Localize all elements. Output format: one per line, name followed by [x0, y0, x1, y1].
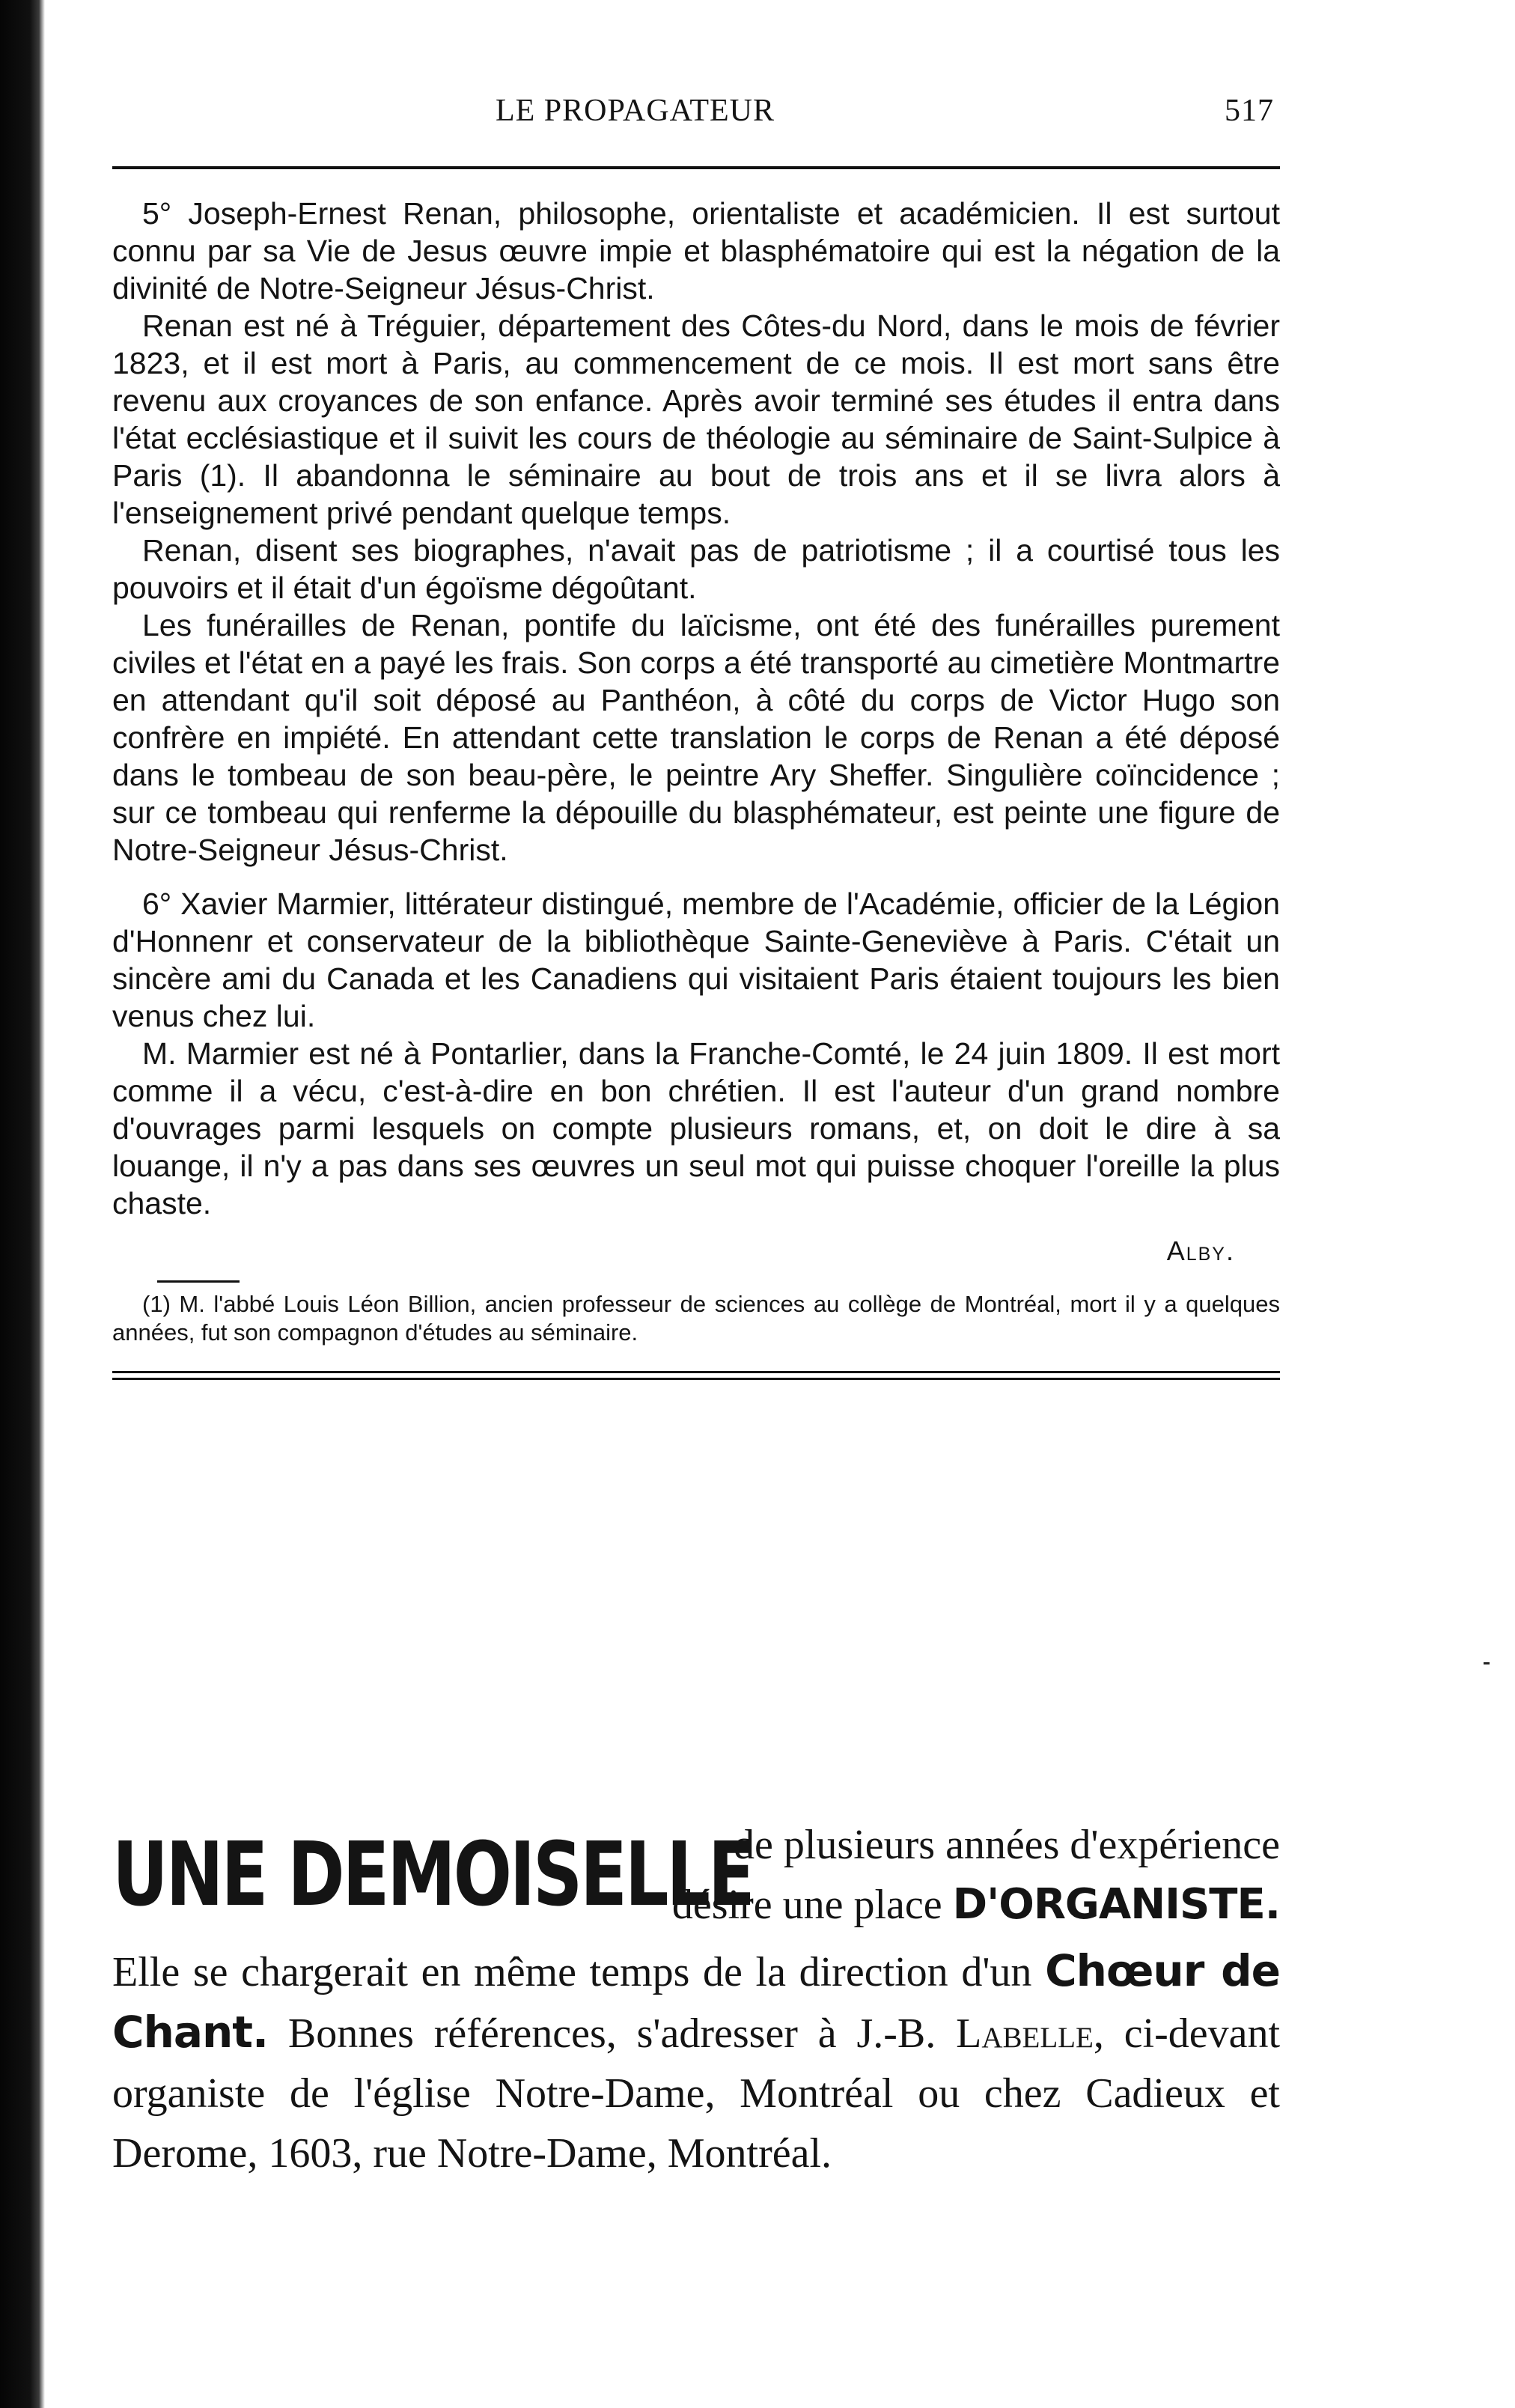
scan-binding-edge: [0, 0, 45, 2408]
author-signature: Alby.: [1166, 1235, 1235, 1266]
paragraph-renan-bio: Renan est né à Tréguier, département des Côtes-du Nord, dans le mois de février 1823, et il est mort à Paris, au commencement de ce mois. Il est mort sans être revenu aux croyances de son enfance. Après avoir terminé ses études il entra dans l'état ecclésiastique et il suivit les cours de théologie au séminaire de Saint-Sulpice à Paris (1). Il abandonna le séminaire au bout de trois ans et il se livra alors à l'enseignement privé pendant quelque temps.: [112, 308, 1280, 530]
page-number: 517: [1225, 94, 1274, 128]
book-page: [112, 82, 1281, 2177]
ad-body-intro: Elle se chargerait en même temps de la direction d'un: [112, 1949, 1032, 1995]
ad-contact-name: Labelle,: [956, 2010, 1104, 2057]
header-rule: [112, 166, 1280, 169]
section-double-rule: [112, 1371, 1280, 1384]
ad-line-organist: [576, 1875, 1280, 1935]
footnote: (1) M. l'abbé Louis Léon Billion, ancien professeur de sciences au collège de Montréal, mort il y a quelques années, fut son compagnon d'études au séminaire.: [112, 1291, 1280, 1346]
scan-speck: [1484, 1662, 1490, 1664]
paragraph-renan-intro: 5° Joseph-Ernest Renan, philosophe, orientaliste et académicien. Il est surtout connu par sa Vie de Jesus œuvre impie et blasphématoire qui est la négation de la divinité de Notre-Seigneur Jésus-Christ.: [112, 196, 1280, 305]
ad-headline: UNE DEMOISELLE: [112, 1822, 753, 1926]
article: [112, 195, 1280, 1384]
footnote-rule: [157, 1280, 240, 1283]
ad-body-references: Bonnes références, s'adresser à J.-B.: [287, 2010, 936, 2057]
paragraph-marmier-intro: 6° Xavier Marmier, littérateur distingué, membre de l'Académie, officier de la Légion d'Honnenr et conservateur de la bibliothèque Sainte-Geneviève à Paris. C'était un sincère ami du Canada et les Canadiens qui visitaient Paris étaient toujours les bien venus chez lui.: [112, 887, 1280, 1033]
ad-header: [112, 1815, 1280, 1941]
running-title: LE PROPAGATEUR: [496, 94, 775, 128]
ad-side-text: [576, 1815, 1280, 1935]
advertisement: [112, 1815, 1280, 2183]
ad-choir-emphasis: Chœur de Chant.: [112, 1945, 1281, 2058]
running-head: [112, 82, 1280, 135]
paragraph-marmier-bio: M. Marmier est né à Pontarlier, dans la Franche-Comté, le 24 juin 1809. Il est mort comme il a vécu, c'est-à-dire en bon chrétien. Il est l'auteur d'un grand nombre d'ouvrages parmi lesquels on compte plusieurs romans, et, on doit le dire à sa louange, il n'y a pas dans ses œuvres un seul mot qui puisse choquer l'oreille la plus chaste.: [112, 1036, 1280, 1220]
ad-line-experience: de plusieurs années d'expérience: [734, 1822, 1280, 1868]
ad-organist-emphasis: D'ORGANISTE.: [952, 1880, 1280, 1929]
ad-body: [112, 1941, 1280, 2183]
ad-line-organist-text: désire une place: [671, 1882, 942, 1928]
paragraph-renan-funeral: Les funérailles de Renan, pontife du laïcisme, ont été des funérailles purement civiles et l'état en a payé les frais. Son corps a été transporté au cimetière Montmartre en attendant qu'il soit déposé au Panthéon, à côté du corps de Victor Hugo son confrère en impiété. En attendant cette translation le corps de Renan a été déposé dans le tombeau de son beau-père, le peintre Ary Sheffer. Singulière coïncidence ; sur ce tombeau qui renferme la dépouille du blasphémateur, est peinte une figure de Notre-Seigneur Jésus-Christ.: [112, 608, 1280, 867]
paragraph-renan-character: Renan, disent ses biographes, n'avait pas de patriotisme ; il a courtisé tous les pouvoirs et il était d'un égoïsme dégoûtant.: [112, 533, 1280, 605]
ad-body-address: ci-devant organiste de l'église Notre-Dame, Montréal ou chez Cadieux et Derome, 1603, rue Notre-Dame, Montréal.: [112, 2010, 1281, 2177]
